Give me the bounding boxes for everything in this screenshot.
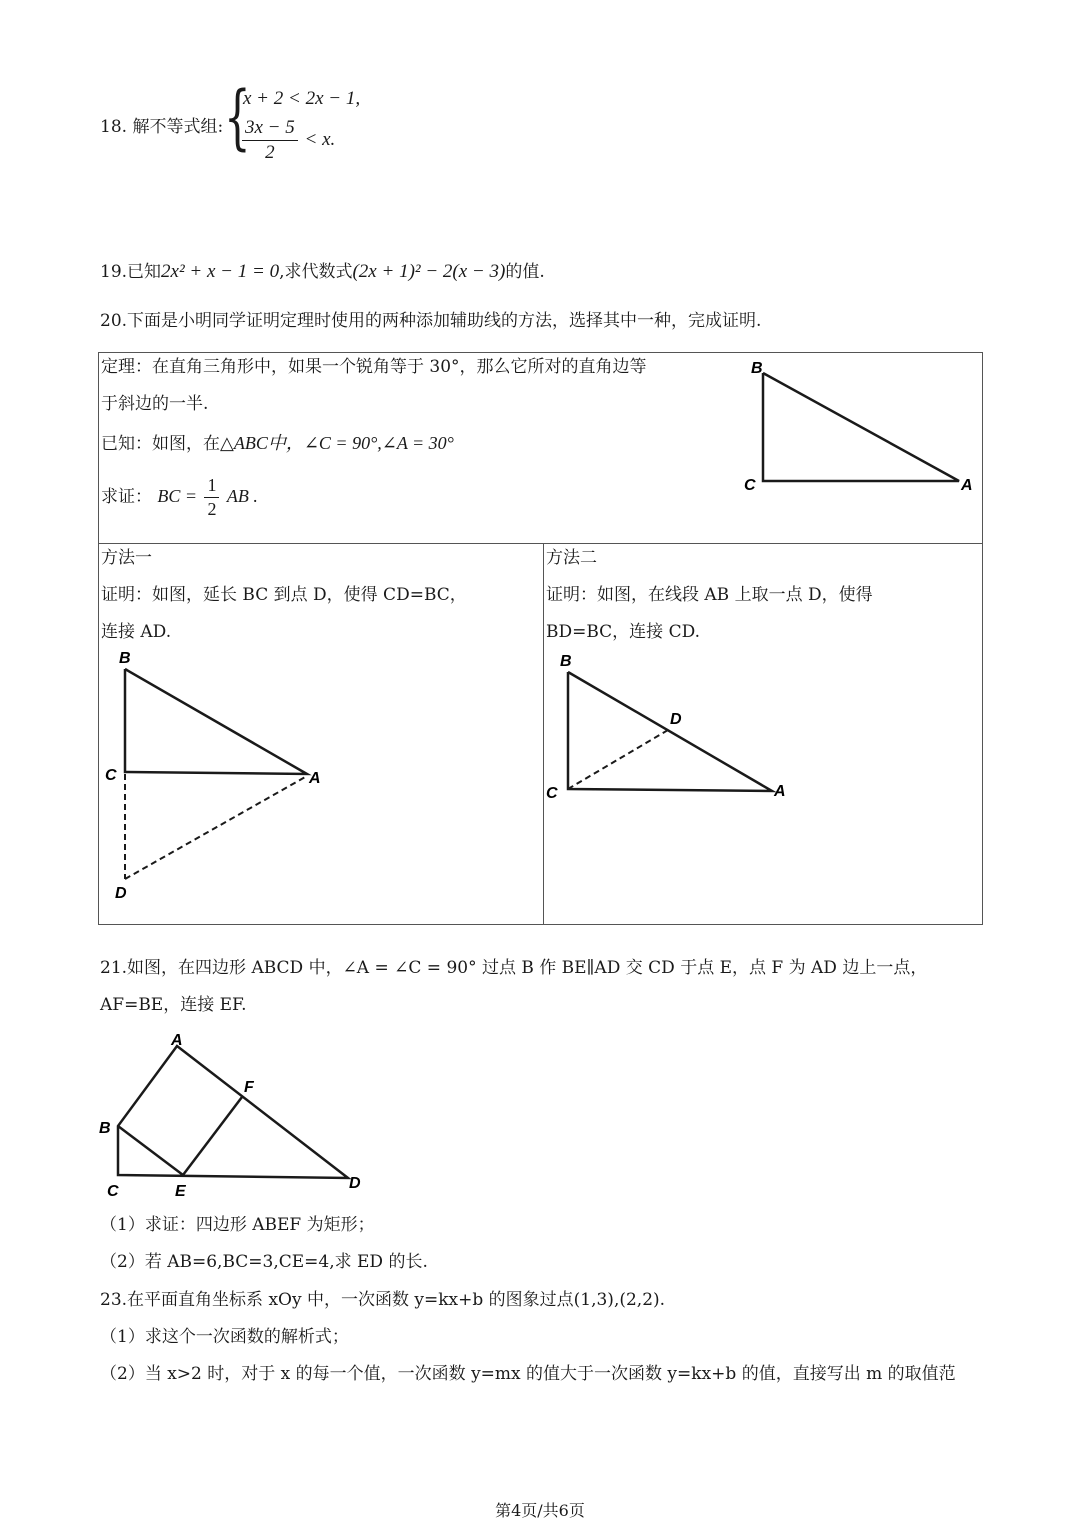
m2-point-b: B [560, 653, 572, 670]
quad-abcd [118, 1046, 348, 1178]
dashed-ad [125, 776, 307, 879]
method2-title: 方法二 [546, 548, 597, 568]
theorem-line2: 于斜边的一半. [101, 394, 209, 414]
point-b-label: B [751, 360, 763, 377]
point-a-label: A [961, 477, 973, 494]
page-footer: 第4页/共6页 [495, 1501, 585, 1520]
method1-line1: 证明：如图，延长 BC 到点 D，使得 CD=BC， [101, 585, 467, 605]
m2-point-c: C [546, 785, 558, 802]
method1-line2: 连接 AD. [101, 622, 172, 642]
segment-ef [183, 1097, 242, 1175]
q21-point-a: A [171, 1032, 183, 1049]
method2-line1: 证明：如图，在线段 AB 上取一点 D，使得 [546, 585, 873, 605]
triangle-abc-m2 [568, 672, 772, 791]
method1-figure [99, 644, 339, 919]
method2-figure [544, 644, 804, 814]
q21-point-f: F [244, 1079, 254, 1096]
triangle-abc-m1 [125, 669, 307, 774]
q21-point-d: D [349, 1175, 361, 1192]
method1-title: 方法一 [101, 548, 152, 568]
method1-cell [99, 544, 544, 925]
m1-point-b: B [119, 650, 131, 667]
q21-point-c: C [107, 1183, 119, 1200]
m1-point-c: C [105, 767, 117, 784]
q20-intro: 20.下面是小明同学证明定理时使用的两种添加辅助线的方法，选择其中一种，完成证明. [100, 311, 762, 331]
q20-table [98, 352, 983, 925]
q18-label: 18. 解不等式组: [100, 117, 224, 137]
method2-cell [544, 544, 983, 925]
prove-line: 求证： BC = $\frac{1}{2}$ AB . [101, 475, 258, 519]
m1-point-a: A [309, 770, 321, 787]
q21-sub1: （1）求证：四边形 ABEF 为矩形； [100, 1215, 375, 1235]
theorem-line1: 定理：在直角三角形中，如果一个锐角等于 30°，那么它所对的直角边等 [101, 357, 647, 377]
theorem-cell [99, 353, 983, 544]
q23-sub1: （1）求这个一次函数的解析式； [100, 1327, 349, 1347]
q19-text: 19.已知2x² + x − 1 = 0,求代数式(2x + 1)² − 2(x − 3)的值. [100, 261, 545, 282]
m2-point-a: A [774, 783, 786, 800]
method2-line2: BD=BC，连接 CD. [546, 622, 701, 642]
segment-be [118, 1126, 183, 1175]
m1-point-d: D [115, 885, 127, 902]
point-c-label: C [744, 477, 756, 494]
q18-ineq1: x + 2 < 2x − 1, [243, 88, 361, 109]
q21-point-b: B [99, 1120, 111, 1137]
q23-line1: 23.在平面直角坐标系 xOy 中，一次函数 y=kx+b 的图象过点(1,3),(2,2). [100, 1290, 666, 1310]
brace-icon: { [224, 76, 251, 158]
q18-ineq2: $\frac{3x - 5}{2}$ < x. [240, 118, 335, 163]
theorem-triangle-figure [739, 353, 979, 503]
q21-sub2: （2）若 AB=6,BC=3,CE=4,求 ED 的长. [100, 1252, 428, 1272]
q21-point-e: E [175, 1183, 186, 1200]
known-line: 已知：如图，在△ABC中，∠C = 90°,∠A = 30° [101, 433, 454, 454]
q21-line1: 21.如图，在四边形 ABCD 中，∠A = ∠C = 90° 过点 B 作 BE∥AD 交 CD 于点 E，点 F 为 AD 边上一点， [100, 958, 928, 978]
dashed-cd-m2 [568, 730, 668, 789]
q21-line2: AF=BE，连接 EF. [100, 995, 247, 1015]
m2-point-d: D [670, 711, 682, 728]
q21-figure [95, 1028, 380, 1203]
q23-sub2: （2）当 x>2 时，对于 x 的每一个值，一次函数 y=mx 的值大于一次函数 y=kx+b 的值，直接写出 m 的取值范 [100, 1364, 956, 1384]
triangle-abc [763, 373, 959, 481]
